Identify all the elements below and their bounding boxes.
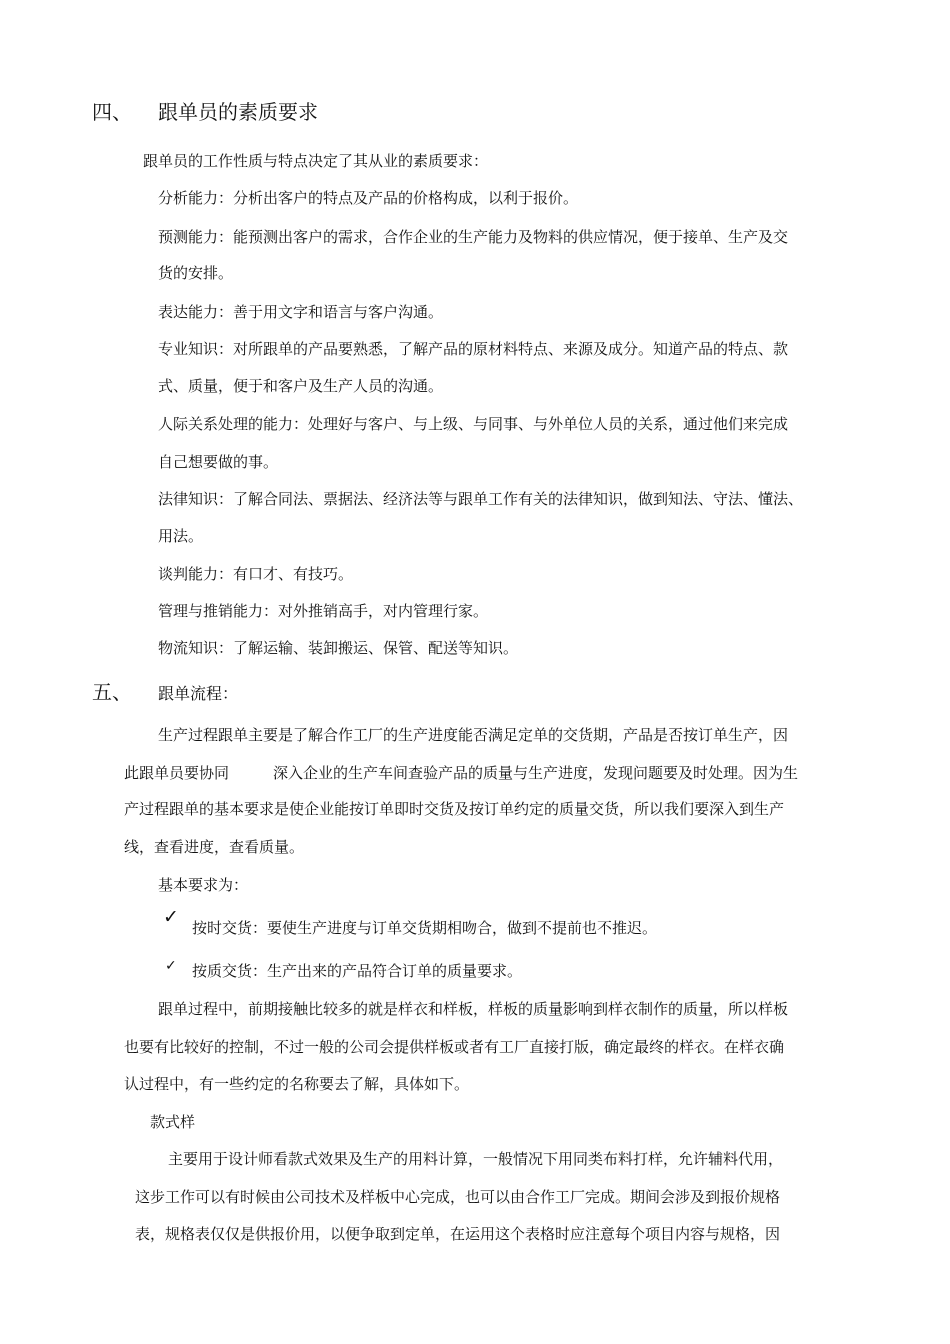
item-logistics: 物流知识：了解运输、装卸搬运、保管、配送等知识。 bbox=[158, 639, 519, 657]
item-analysis: 分析能力：分析出客户的特点及产品的价格构成，以利于报价。 bbox=[158, 189, 579, 207]
requirement-on-time: 按时交货：要使生产进度与订单交货期相吻合，做到不提前也不推迟。 bbox=[192, 919, 658, 937]
process-para-2-line-1: 跟单过程中，前期接触比较多的就是样衣和样板，样板的质量影响到样衣制作的质量，所以样板 bbox=[158, 1000, 789, 1018]
basic-requirements-label: 基本要求为： bbox=[158, 876, 249, 894]
checkmark-icon: ✓ bbox=[165, 958, 177, 974]
section-5-number: 五、 bbox=[92, 680, 132, 704]
item-expression: 表达能力：善于用文字和语言与客户沟通。 bbox=[158, 303, 444, 321]
style-sample-title: 款式样 bbox=[150, 1113, 196, 1131]
section-4-title: 跟单员的素质要求 bbox=[158, 100, 318, 124]
section-4-intro: 跟单员的工作性质与特点决定了其从业的素质要求： bbox=[143, 152, 489, 170]
process-para-1-line-1: 生产过程跟单主要是了解合作工厂的生产进度能否满足定单的交货期，产品是否按订单生产，因 bbox=[158, 726, 789, 744]
item-knowledge-line-2: 式、质量，便于和客户及生产人员的沟通。 bbox=[158, 377, 444, 395]
item-negotiation: 谈判能力：有口才、有技巧。 bbox=[158, 565, 354, 583]
item-relations-line-2: 自己想要做的事。 bbox=[158, 453, 279, 471]
style-sample-line-2: 这步工作可以有时候由公司技术及样板中心完成，也可以由合作工厂完成。期间会涉及到报价规格 bbox=[135, 1188, 781, 1206]
checkmark-icon: ✓ bbox=[163, 906, 179, 928]
item-management: 管理与推销能力：对外推销高手，对内管理行家。 bbox=[158, 602, 489, 620]
process-para-1-line-4: 线，查看进度，查看质量。 bbox=[124, 838, 305, 856]
process-para-1-line-2a: 此跟单员要协同 bbox=[124, 764, 230, 782]
requirement-quality: 按质交货：生产出来的产品符合订单的质量要求。 bbox=[192, 962, 523, 980]
style-sample-line-1: 主要用于设计师看款式效果及生产的用料计算，一般情况下用同类布料打样，允许辅料代用， bbox=[168, 1150, 784, 1168]
process-para-1-line-2b: 深入企业的生产车间查验产品的质量与生产进度，发现问题要及时处理。因为生 bbox=[273, 764, 799, 782]
item-forecast-line-2: 货的安排。 bbox=[158, 264, 234, 282]
process-para-2-line-3: 认过程中，有一些约定的名称要去了解，具体如下。 bbox=[124, 1075, 470, 1093]
item-forecast-line-1: 预测能力：能预测出客户的需求，合作企业的生产能力及物料的供应情况，便于接单、生产及交 bbox=[158, 228, 789, 246]
section-5-title: 跟单流程： bbox=[158, 684, 239, 703]
section-4-number: 四、 bbox=[92, 100, 132, 124]
item-law-line-1: 法律知识：了解合同法、票据法、经济法等与跟单工作有关的法律知识，做到知法、守法、懂法、 bbox=[158, 490, 804, 508]
process-para-1-line-3: 产过程跟单的基本要求是使企业能按订单即时交货及按订单约定的质量交货，所以我们要深入到生产 bbox=[124, 800, 785, 818]
process-para-2-line-2: 也要有比较好的控制，不过一般的公司会提供样板或者有工厂直接打版，确定最终的样衣。在样衣确 bbox=[124, 1038, 785, 1056]
item-relations-line-1: 人际关系处理的能力：处理好与客户、与上级、与同事、与外单位人员的关系，通过他们来完成 bbox=[158, 415, 789, 433]
style-sample-line-3: 表，规格表仅仅是供报价用，以便争取到定单，在运用这个表格时应注意每个项目内容与规格，因 bbox=[135, 1225, 781, 1243]
item-law-line-2: 用法。 bbox=[158, 527, 204, 545]
item-knowledge-line-1: 专业知识：对所跟单的产品要熟悉，了解产品的原材料特点、来源及成分。知道产品的特点、款 bbox=[158, 340, 789, 358]
